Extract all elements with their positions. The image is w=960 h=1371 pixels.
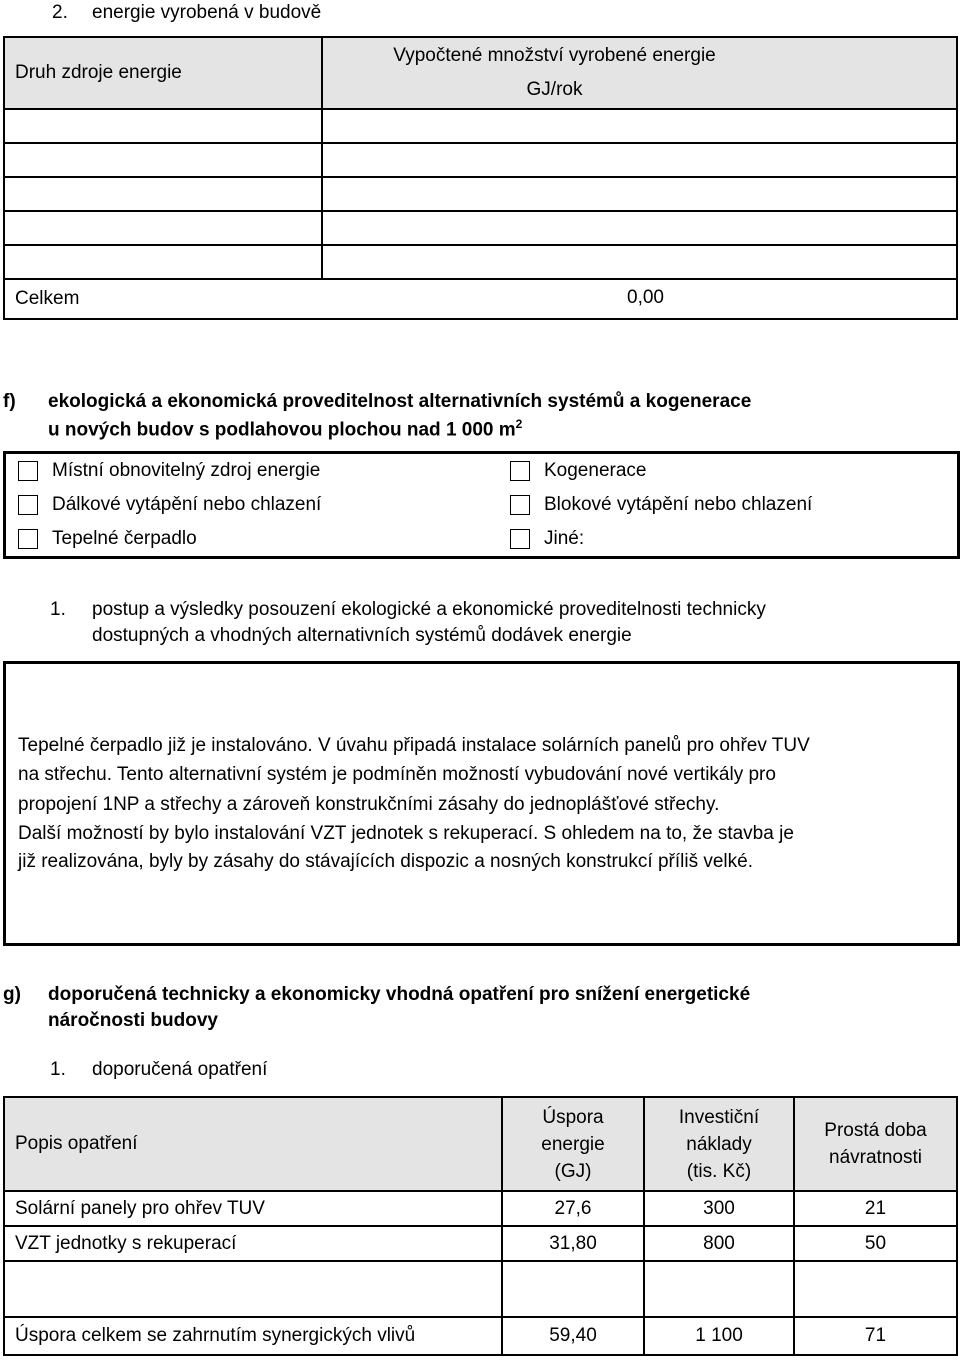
header-text: (tis. Kč) — [686, 1160, 752, 1182]
table-total-row — [4, 1317, 957, 1355]
item-g1-label: doporučená opatření — [92, 1059, 268, 1080]
checkbox-district-heating[interactable] — [18, 494, 321, 516]
alternative-systems-box — [3, 451, 960, 559]
col-header-calculated-energy — [322, 37, 957, 109]
table-row — [4, 1226, 957, 1261]
table-cell[interactable] — [322, 143, 957, 177]
table-total-row — [4, 279, 957, 319]
item-g1-number: 1. — [50, 1059, 66, 1080]
measure-description: Solární panely pro ohřev TUV — [4, 1191, 502, 1226]
table-cell[interactable] — [322, 245, 957, 279]
header-text: náklady — [686, 1133, 752, 1155]
table-cell[interactable] — [322, 109, 957, 143]
table-header-row — [4, 37, 957, 109]
section-f-letter: f) — [3, 391, 16, 412]
col-header-description: Popis opatření — [4, 1097, 502, 1191]
checkbox-square-icon[interactable] — [510, 461, 530, 481]
checkbox-label: Jiné: — [544, 528, 585, 549]
item-1-number: 1. — [50, 599, 66, 620]
energy-saving-value: 27,6 — [502, 1191, 644, 1226]
checkbox-block-heating[interactable] — [510, 494, 812, 516]
total-value: 0,00 — [627, 287, 664, 308]
measure-description: VZT jednotky s rekuperací — [4, 1226, 502, 1261]
header-text: Úspora — [542, 1106, 604, 1128]
table-cell[interactable] — [322, 211, 957, 245]
section-f-title-line2 — [48, 417, 522, 441]
table-cell[interactable] — [4, 109, 322, 143]
header-text: návratnosti — [829, 1147, 922, 1168]
col-header-energy-saving — [502, 1097, 644, 1191]
assessment-text-box — [3, 661, 960, 946]
text-line: Tepelné čerpadlo již je instalováno. V úvahu připadá instalace solárních panelů pro ohřev TUV — [18, 735, 810, 756]
table-row — [4, 245, 957, 279]
checkbox-label: Místní obnovitelný zdroj energie — [52, 460, 321, 481]
payback-value: 50 — [794, 1226, 957, 1261]
table-cell[interactable] — [322, 177, 957, 211]
item-1-line2: dostupných a vhodných alternativních systémů dodávek energie — [92, 625, 632, 646]
table-row — [4, 109, 957, 143]
investment-value: 800 — [644, 1226, 794, 1261]
section-2-title: energie vyrobená v budově — [92, 2, 322, 23]
investment-value: 300 — [644, 1191, 794, 1226]
section-f-title-line1: ekologická a ekonomická proveditelnost alternativních systémů a kogenerace — [48, 391, 752, 412]
checkbox-heat-pump[interactable] — [18, 528, 197, 550]
section-g-title-line2: náročnosti budovy — [48, 1010, 218, 1031]
table-row — [4, 177, 957, 211]
section-g-letter: g) — [3, 984, 21, 1005]
header-text: energie — [541, 1133, 605, 1155]
checkbox-label: Blokové vytápění nebo chlazení — [544, 494, 813, 515]
recommended-measures-table — [3, 1096, 958, 1356]
table-row — [4, 1261, 957, 1317]
total-description: Úspora celkem se zahrnutím synergických vlivů — [4, 1317, 502, 1355]
item-1-line1: postup a výsledky posouzení ekologické a ekonomické proveditelnosti technicky — [92, 599, 766, 620]
checkbox-square-icon[interactable] — [510, 495, 530, 515]
energy-produced-table — [3, 36, 958, 320]
table-cell[interactable] — [4, 245, 322, 279]
checkbox-label: Kogenerace — [544, 460, 647, 481]
text-line: propojení 1NP a střechy a zároveň konstrukčními zásahy do jednoplášťové střechy. — [18, 794, 720, 815]
table-cell[interactable] — [4, 211, 322, 245]
header-text: Prostá doba — [824, 1120, 927, 1141]
section-2-number: 2. — [52, 2, 68, 23]
text-line: na střechu. Tento alternativní systém je podmíněn možností vybudování nové vertikály pro — [18, 764, 776, 785]
total-energy-saving: 59,40 — [502, 1317, 644, 1355]
table-cell[interactable] — [4, 143, 322, 177]
checkbox-other[interactable] — [510, 528, 584, 550]
total-payback: 71 — [794, 1317, 957, 1355]
table-cell[interactable] — [644, 1261, 794, 1317]
table-cell[interactable] — [4, 177, 322, 211]
energy-saving-value: 31,80 — [502, 1226, 644, 1261]
table-cell[interactable] — [502, 1261, 644, 1317]
col-header-unit: GJ/rok — [526, 79, 583, 100]
header-text: Investiční — [678, 1106, 760, 1128]
checkbox-label: Dálkové vytápění nebo chlazení — [52, 494, 322, 515]
checkbox-label: Tepelné čerpadlo — [52, 528, 197, 549]
section-g-title-line1: doporučená technicky a ekonomicky vhodná opatření pro snížení energetické — [48, 984, 751, 1005]
checkbox-square-icon[interactable] — [18, 461, 38, 481]
text-line: již realizována, byly by zásahy do stávajících dispozic a nosných konstrukcí příliš velké. — [18, 851, 753, 872]
checkbox-local-renewable[interactable] — [18, 460, 320, 482]
table-row — [4, 1191, 957, 1226]
col-header-energy-label: Vypočtené množství vyrobené energie — [393, 45, 716, 66]
checkbox-square-icon[interactable] — [18, 495, 38, 515]
total-cell — [4, 279, 957, 319]
total-investment: 1 100 — [644, 1317, 794, 1355]
table-cell[interactable] — [4, 1261, 502, 1317]
checkbox-square-icon[interactable] — [18, 529, 38, 549]
table-row — [4, 143, 957, 177]
table-cell[interactable] — [794, 1261, 957, 1317]
section-f-title-text: u nových budov s podlahovou plochou nad 1 000 m — [48, 419, 516, 441]
checkbox-square-icon[interactable] — [510, 529, 530, 549]
table-header-row — [4, 1097, 957, 1191]
total-label: Celkem — [15, 288, 80, 309]
col-header-investment — [644, 1097, 794, 1191]
header-text: (GJ) — [554, 1160, 592, 1182]
checkbox-cogeneration[interactable] — [510, 460, 646, 482]
col-header-payback — [794, 1097, 957, 1191]
payback-value: 21 — [794, 1191, 957, 1226]
superscript: 2 — [515, 417, 523, 431]
text-line: Další možností by bylo instalování VZT jednotek s rekuperací. S ohledem na to, že stavba je — [18, 823, 794, 844]
table-row — [4, 211, 957, 245]
col-header-source-type: Druh zdroje energie — [4, 37, 322, 109]
